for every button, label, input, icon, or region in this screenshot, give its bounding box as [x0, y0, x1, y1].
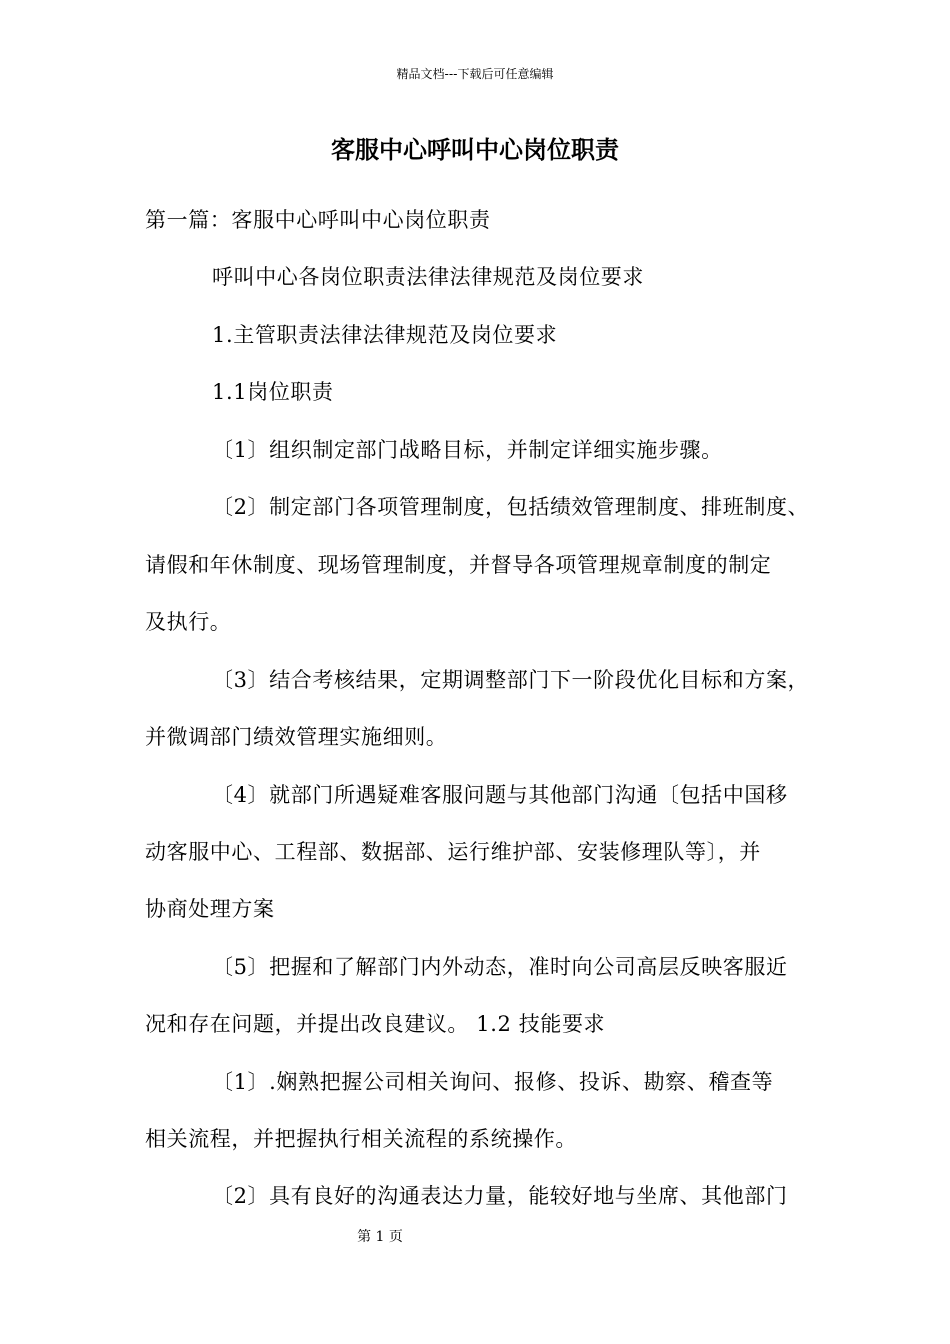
- paragraph-line: 况和存在问题，并提出改良建议。 1.2 技能要求: [145, 1012, 606, 1036]
- page-number: 第 1 页: [357, 1229, 403, 1245]
- section-heading: 第一篇：客服中心呼叫中心岗位职责: [145, 208, 491, 232]
- paragraph-line: 〔1〕.娴熟把握公司相关询问、报修、投诉、勘察、稽查等: [212, 1070, 774, 1094]
- paragraph-line: 相关流程，并把握执行相关流程的系统操作。: [145, 1127, 577, 1151]
- subsection-heading: 1.1岗位职责: [212, 380, 334, 404]
- paragraph-line: 〔5〕把握和了解部门内外动态，准时向公司高层反映客服近: [212, 955, 788, 979]
- paragraph-line: 协商处理方案: [145, 897, 275, 921]
- paragraph-line: 〔1〕组织制定部门战略目标，并制定详细实施步骤。: [212, 438, 723, 462]
- subsection-heading: 1.主管职责法律法律规范及岗位要求: [212, 323, 558, 347]
- paragraph-line: 〔3〕结合考核结果，定期调整部门下一阶段优化目标和方案，: [212, 668, 810, 692]
- paragraph-line: 及执行。: [145, 610, 232, 634]
- paragraph-line: 请假和年休制度、现场管理制度，并督导各项管理规章制度的制定: [145, 553, 772, 577]
- page-header: 精品文档---下载后可任意编辑: [396, 67, 554, 81]
- document-title: 客服中心呼叫中心岗位职责: [331, 136, 619, 164]
- paragraph-line: 〔2〕制定部门各项管理制度，包括绩效管理制度、排班制度、: [212, 495, 810, 519]
- paragraph-line: 〔4〕就部门所遇疑难客服问题与其他部门沟通〔包括中国移: [212, 783, 788, 807]
- paragraph-line: 〔2〕具有良好的沟通表达力量，能较好地与坐席、其他部门: [212, 1184, 788, 1208]
- paragraph-line: 并微调部门绩效管理实施细则。: [145, 725, 448, 749]
- subsection-heading: 呼叫中心各岗位职责法律法律规范及岗位要求: [212, 265, 644, 289]
- paragraph-line: 动客服中心、工程部、数据部、运行维护部、安装修理队等〕，并: [145, 840, 761, 864]
